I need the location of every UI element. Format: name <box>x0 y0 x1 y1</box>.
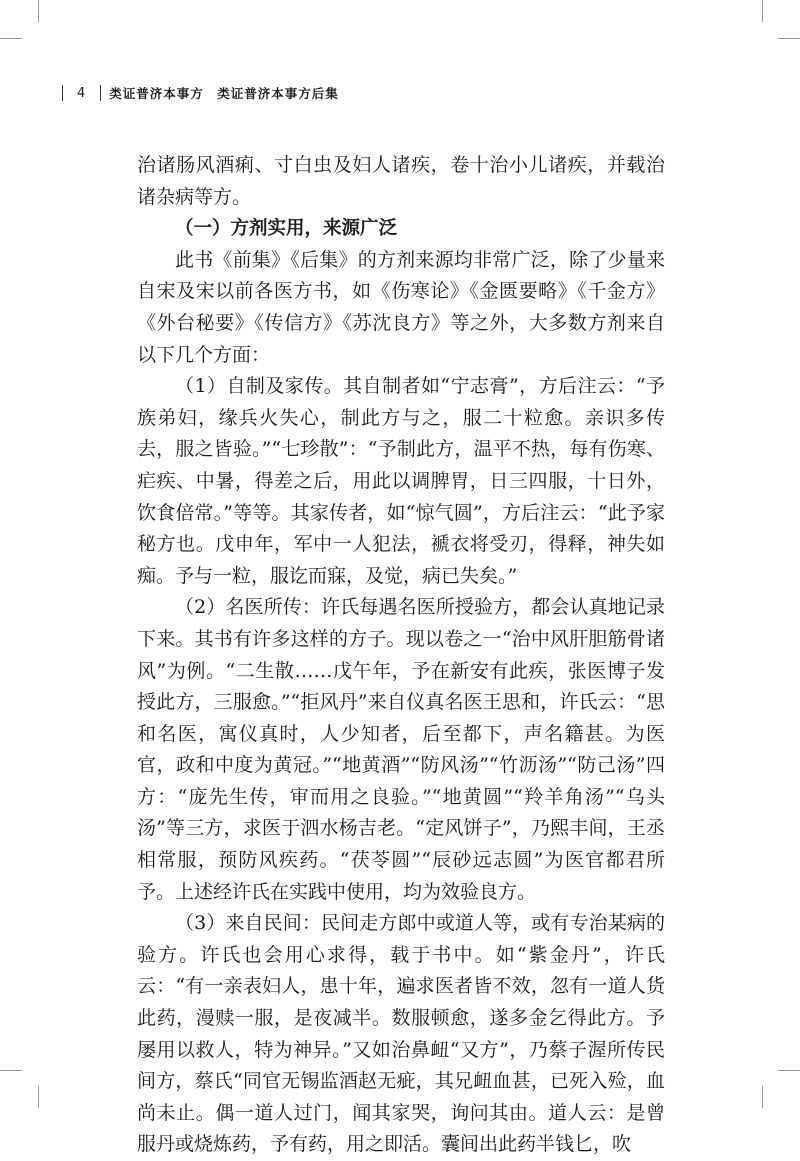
crop-mark-top-left <box>38 0 39 22</box>
crop-mark-bottom-right-h <box>778 1070 800 1071</box>
crop-mark-bottom-right <box>762 1086 763 1108</box>
header-divider-left <box>62 85 63 101</box>
crop-mark-top-right <box>762 0 763 22</box>
book-title: 类证普济本事方 类证普济本事方后集 <box>109 86 339 101</box>
crop-mark-top-right-h <box>778 38 800 39</box>
paragraph-continued: 治诸肠风酒痢、寸白虫及妇人诸疾，卷十治小儿诸疾，并载治诸杂病等方。 <box>137 154 665 208</box>
body-text <box>137 150 665 1161</box>
running-header <box>62 83 339 103</box>
paragraph: 此书《前集》《后集》的方剂来源均非常广泛，除了少量来自宋及宋以前各医方书，如《伤寒论》《金匮要略》《千金方》《外台秘要》《传信方》《苏沈良方》等之外，大多数方剂来自以下几个方面： <box>137 248 665 366</box>
header-divider-right <box>100 85 101 101</box>
crop-mark-bottom-left-h <box>0 1070 22 1071</box>
paragraph: （2）名医所传：许氏每遇名医所授验方，都会认真地记录下来。其书有许多这样的方子。现以卷之一“治中风肝胆筋骨诸风”为例。“二生散……戊午年，予在新安有此疾，张医博子发授此方，三服愈。”“拒风丹”来自仪真名医王思和，许氏云：“思和名医，寓仪真时，人少知者，后至都下，声名籍甚。为医官，政和中度为黄冠。”“地黄酒”“防风汤”“竹沥汤”“防己汤”四方：“庞先生传，审而用之良验。”“地黄圆”“羚羊角汤”“乌头汤”等三方，求医于泗水杨吉老。“定风饼子”，乃熙丰间，王丞相常服，预防风疾药。“茯苓圆”“辰砂远志圆”为医官都君所予。上述经许氏在实践中使用，均为效验良方。 <box>137 596 665 903</box>
paragraph: （1）自制及家传。其自制者如“宁志膏”，方后注云：“予族弟妇，缘兵火失心，制此方与之，服二十粒愈。亲识多传去，服之皆验。”“七珍散”：“予制此方，温平不热，每有伤寒、疟疾、中暑，得差之后，用此以调脾胃，日三四服，十日外，饮食倍常。”等等。其家传者，如“惊气圆”，方后注云：“此予家秘方也。戊申年，军中一人犯法，褫衣将受刃，得释，神失如痴。予与一粒，服讫而寐，及觉，病已失矣。” <box>137 375 665 587</box>
crop-mark-top-left-h <box>0 38 22 39</box>
section-heading: （一）方剂实用，来源广泛 <box>175 218 398 240</box>
page-number: 4 <box>77 85 87 101</box>
crop-mark-bottom-left <box>38 1086 39 1108</box>
paragraph: （3）来自民间：民间走方郎中或道人等，或有专治某病的验方。许氏也会用心求得，载于书中。如“紫金丹”，许氏云：“有一亲表妇人，患十年，遍求医者皆不效，忽有一道人货此药，漫赎一服，是夜减半。数服顿愈，遂多金乞得此方。予屡用以救人，特为神异。”又如治鼻衄“又方”，乃蔡子渥所传民间方，蔡氏“同官无锡监酒赵无疵，其兄衄血甚，已死入殓，血尚未止。偶一道人过门，闻其家哭，询问其由。道人云：是曾服丹或烧炼药，予有药，用之即活。囊间出此药半钱匕，吹 <box>137 912 665 1156</box>
